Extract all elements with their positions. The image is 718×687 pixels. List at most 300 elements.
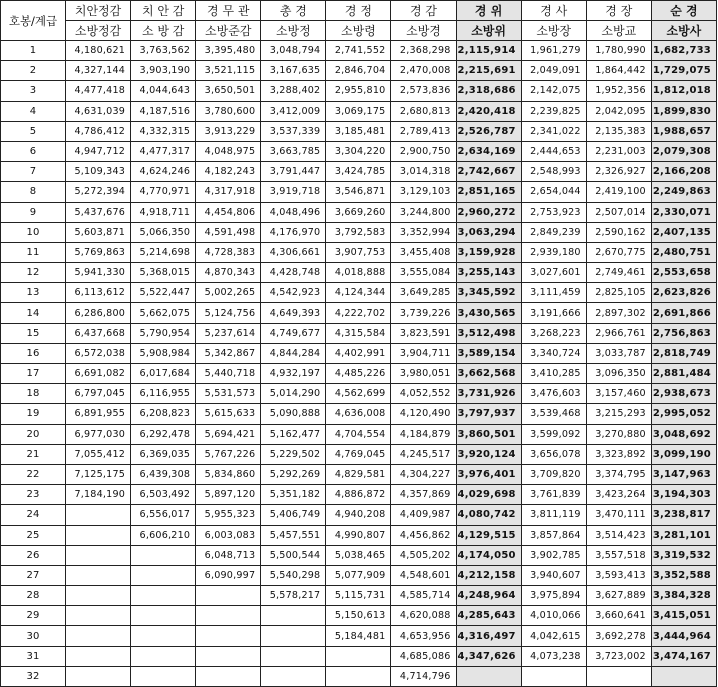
salary-cell: 2,142,075 xyxy=(521,81,586,101)
salary-cell: 4,212,158 xyxy=(456,565,521,585)
salary-cell: 5,578,217 xyxy=(261,586,326,606)
salary-cell: 3,352,588 xyxy=(651,565,716,585)
salary-cell: 2,330,071 xyxy=(651,202,716,222)
salary-cell: 3,268,223 xyxy=(521,323,586,343)
salary-cell: 4,332,315 xyxy=(131,121,196,141)
salary-cell xyxy=(651,666,716,686)
salary-cell xyxy=(131,666,196,686)
salary-cell: 4,728,383 xyxy=(196,242,261,262)
table-row xyxy=(1,323,717,343)
salary-cell: 3,191,666 xyxy=(521,303,586,323)
salary-cell: 5,406,749 xyxy=(261,505,326,525)
salary-cell: 3,913,229 xyxy=(196,121,261,141)
header-row-rank xyxy=(1,1,717,21)
salary-cell: 3,323,892 xyxy=(586,444,651,464)
step-cell: 25 xyxy=(1,525,66,545)
salary-cell: 6,891,955 xyxy=(66,404,131,424)
step-cell: 16 xyxy=(1,343,66,363)
table-row xyxy=(1,444,717,464)
salary-cell: 5,522,447 xyxy=(131,283,196,303)
salary-cell: 4,829,581 xyxy=(326,464,391,484)
salary-cell: 5,615,633 xyxy=(196,404,261,424)
salary-cell: 2,231,003 xyxy=(586,141,651,161)
step-cell: 22 xyxy=(1,464,66,484)
salary-cell: 4,248,964 xyxy=(456,586,521,606)
salary-cell: 5,272,394 xyxy=(66,182,131,202)
salary-cell: 5,184,481 xyxy=(326,626,391,646)
salary-cell: 2,042,095 xyxy=(586,101,651,121)
table-row xyxy=(1,222,717,242)
table-row xyxy=(1,162,717,182)
salary-cell: 3,384,328 xyxy=(651,586,716,606)
salary-cell: 4,029,698 xyxy=(456,485,521,505)
step-cell: 21 xyxy=(1,444,66,464)
salary-cell: 2,897,302 xyxy=(586,303,651,323)
salary-cell: 5,531,573 xyxy=(196,384,261,404)
salary-cell: 4,704,554 xyxy=(326,424,391,444)
salary-cell: 3,739,226 xyxy=(391,303,456,323)
step-cell: 8 xyxy=(1,182,66,202)
table-row xyxy=(1,626,717,646)
salary-cell xyxy=(196,606,261,626)
table-row xyxy=(1,424,717,444)
step-cell: 14 xyxy=(1,303,66,323)
salary-cell: 3,940,607 xyxy=(521,565,586,585)
salary-cell: 4,548,601 xyxy=(391,565,456,585)
salary-cell: 2,623,826 xyxy=(651,283,716,303)
salary-cell: 4,749,677 xyxy=(261,323,326,343)
salary-cell: 2,742,667 xyxy=(456,162,521,182)
salary-cell: 2,573,836 xyxy=(391,81,456,101)
salary-cell: 2,756,863 xyxy=(651,323,716,343)
salary-cell: 3,763,562 xyxy=(131,41,196,61)
salary-cell xyxy=(66,586,131,606)
salary-cell: 4,454,806 xyxy=(196,202,261,222)
salary-cell: 4,174,050 xyxy=(456,545,521,565)
salary-cell xyxy=(66,565,131,585)
salary-cell: 3,692,278 xyxy=(586,626,651,646)
step-cell: 12 xyxy=(1,263,66,283)
salary-cell: 1,780,990 xyxy=(586,41,651,61)
salary-cell: 4,182,243 xyxy=(196,162,261,182)
salary-cell: 2,741,552 xyxy=(326,41,391,61)
col-header-title: 경 위 xyxy=(456,1,521,21)
step-cell: 9 xyxy=(1,202,66,222)
salary-cell: 5,214,698 xyxy=(131,242,196,262)
salary-cell: 5,540,298 xyxy=(261,565,326,585)
salary-cell: 4,542,923 xyxy=(261,283,326,303)
salary-cell: 3,185,481 xyxy=(326,121,391,141)
salary-cell: 2,135,383 xyxy=(586,121,651,141)
salary-cell: 4,042,615 xyxy=(521,626,586,646)
salary-cell: 6,797,045 xyxy=(66,384,131,404)
salary-cell: 3,395,480 xyxy=(196,41,261,61)
salary-cell: 3,014,318 xyxy=(391,162,456,182)
salary-cell: 3,811,119 xyxy=(521,505,586,525)
salary-cell: 4,940,208 xyxy=(326,505,391,525)
salary-cell xyxy=(196,666,261,686)
salary-cell xyxy=(131,606,196,626)
salary-cell: 6,691,082 xyxy=(66,364,131,384)
salary-cell xyxy=(196,646,261,666)
table-row xyxy=(1,61,717,81)
salary-cell: 4,591,498 xyxy=(196,222,261,242)
step-cell: 27 xyxy=(1,565,66,585)
salary-cell: 3,410,285 xyxy=(521,364,586,384)
salary-cell: 4,245,517 xyxy=(391,444,456,464)
col-header-subtitle: 소방사 xyxy=(651,21,716,41)
table-row xyxy=(1,81,717,101)
salary-cell: 3,099,190 xyxy=(651,444,716,464)
salary-cell: 1,864,442 xyxy=(586,61,651,81)
salary-cell xyxy=(66,545,131,565)
salary-cell: 5,767,226 xyxy=(196,444,261,464)
salary-cell: 4,918,711 xyxy=(131,202,196,222)
salary-cell: 3,521,115 xyxy=(196,61,261,81)
table-row xyxy=(1,646,717,666)
salary-cell: 2,939,180 xyxy=(521,242,586,262)
salary-cell: 2,634,169 xyxy=(456,141,521,161)
salary-cell: 4,187,516 xyxy=(131,101,196,121)
salary-cell: 3,345,592 xyxy=(456,283,521,303)
salary-cell: 2,420,418 xyxy=(456,101,521,121)
salary-cell xyxy=(326,666,391,686)
salary-cell: 3,455,408 xyxy=(391,242,456,262)
salary-cell: 4,624,246 xyxy=(131,162,196,182)
salary-cell: 3,430,565 xyxy=(456,303,521,323)
salary-cell: 3,063,294 xyxy=(456,222,521,242)
salary-cell: 2,480,751 xyxy=(651,242,716,262)
salary-cell: 3,857,864 xyxy=(521,525,586,545)
salary-cell: 3,650,501 xyxy=(196,81,261,101)
salary-cell: 3,374,795 xyxy=(586,464,651,484)
salary-cell: 4,285,643 xyxy=(456,606,521,626)
salary-cell: 5,342,867 xyxy=(196,343,261,363)
salary-cell: 5,237,614 xyxy=(196,323,261,343)
salary-cell: 3,157,460 xyxy=(586,384,651,404)
salary-cell: 6,017,684 xyxy=(131,364,196,384)
salary-cell: 3,069,175 xyxy=(326,101,391,121)
salary-cell xyxy=(261,626,326,646)
salary-cell: 2,419,100 xyxy=(586,182,651,202)
col-header-title: 경 감 xyxy=(391,1,456,21)
salary-cell: 6,437,668 xyxy=(66,323,131,343)
salary-cell: 3,902,785 xyxy=(521,545,586,565)
salary-cell xyxy=(131,626,196,646)
step-cell: 17 xyxy=(1,364,66,384)
salary-cell: 4,947,712 xyxy=(66,141,131,161)
salary-cell: 3,514,423 xyxy=(586,525,651,545)
table-row xyxy=(1,606,717,626)
salary-cell: 3,555,084 xyxy=(391,263,456,283)
salary-cell xyxy=(456,666,521,686)
salary-cell: 4,347,626 xyxy=(456,646,521,666)
step-cell: 11 xyxy=(1,242,66,262)
table-row xyxy=(1,283,717,303)
salary-cell: 3,797,937 xyxy=(456,404,521,424)
salary-cell: 3,663,785 xyxy=(261,141,326,161)
salary-cell: 3,980,051 xyxy=(391,364,456,384)
salary-cell: 6,572,038 xyxy=(66,343,131,363)
salary-cell: 2,849,239 xyxy=(521,222,586,242)
salary-cell: 2,818,749 xyxy=(651,343,716,363)
col-header-subtitle: 소방경 xyxy=(391,21,456,41)
salary-cell: 3,731,926 xyxy=(456,384,521,404)
col-header-subtitle: 소방정감 xyxy=(66,21,131,41)
step-cell: 28 xyxy=(1,586,66,606)
step-cell: 7 xyxy=(1,162,66,182)
step-cell: 32 xyxy=(1,666,66,686)
salary-cell: 2,326,927 xyxy=(586,162,651,182)
salary-cell: 4,870,343 xyxy=(196,263,261,283)
col-header-subtitle: 소 방 감 xyxy=(131,21,196,41)
table-row xyxy=(1,182,717,202)
salary-cell: 1,988,657 xyxy=(651,121,716,141)
salary-cell: 7,055,412 xyxy=(66,444,131,464)
salary-cell: 4,485,226 xyxy=(326,364,391,384)
table-row xyxy=(1,202,717,222)
col-header-title: 총 경 xyxy=(261,1,326,21)
salary-cell: 4,990,807 xyxy=(326,525,391,545)
step-cell: 4 xyxy=(1,101,66,121)
salary-cell: 4,129,515 xyxy=(456,525,521,545)
step-cell: 5 xyxy=(1,121,66,141)
salary-cell: 4,477,317 xyxy=(131,141,196,161)
salary-cell: 3,709,820 xyxy=(521,464,586,484)
step-cell: 1 xyxy=(1,41,66,61)
salary-cell: 4,649,393 xyxy=(261,303,326,323)
salary-cell: 1,961,279 xyxy=(521,41,586,61)
salary-cell: 2,670,775 xyxy=(586,242,651,262)
salary-cell: 2,691,866 xyxy=(651,303,716,323)
table-row xyxy=(1,41,717,61)
salary-cell: 3,096,350 xyxy=(586,364,651,384)
salary-cell: 3,340,724 xyxy=(521,343,586,363)
salary-cell: 4,048,975 xyxy=(196,141,261,161)
salary-cell: 5,150,613 xyxy=(326,606,391,626)
salary-cell: 2,526,787 xyxy=(456,121,521,141)
salary-cell: 4,222,702 xyxy=(326,303,391,323)
step-cell: 31 xyxy=(1,646,66,666)
salary-cell: 4,653,956 xyxy=(391,626,456,646)
salary-cell: 3,627,889 xyxy=(586,586,651,606)
salary-cell: 6,369,035 xyxy=(131,444,196,464)
salary-cell xyxy=(196,586,261,606)
step-cell: 29 xyxy=(1,606,66,626)
salary-cell: 2,166,208 xyxy=(651,162,716,182)
table-row xyxy=(1,384,717,404)
salary-cell: 3,412,009 xyxy=(261,101,326,121)
table-row xyxy=(1,364,717,384)
salary-cell: 6,116,955 xyxy=(131,384,196,404)
salary-cell: 2,680,813 xyxy=(391,101,456,121)
salary-cell: 2,553,658 xyxy=(651,263,716,283)
salary-cell: 5,162,477 xyxy=(261,424,326,444)
salary-cell: 3,194,303 xyxy=(651,485,716,505)
step-cell: 30 xyxy=(1,626,66,646)
salary-cell: 5,014,290 xyxy=(261,384,326,404)
col-header-subtitle: 소방위 xyxy=(456,21,521,41)
salary-cell: 3,159,928 xyxy=(456,242,521,262)
salary-cell: 2,548,993 xyxy=(521,162,586,182)
salary-cell: 3,444,964 xyxy=(651,626,716,646)
salary-cell: 4,316,497 xyxy=(456,626,521,646)
salary-cell xyxy=(66,626,131,646)
salary-cell: 2,753,923 xyxy=(521,202,586,222)
salary-cell: 2,368,298 xyxy=(391,41,456,61)
salary-cell xyxy=(131,586,196,606)
salary-cell: 1,729,075 xyxy=(651,61,716,81)
salary-cell: 3,919,718 xyxy=(261,182,326,202)
salary-cell: 6,977,030 xyxy=(66,424,131,444)
salary-cell: 4,886,872 xyxy=(326,485,391,505)
salary-cell: 1,952,356 xyxy=(586,81,651,101)
table-row xyxy=(1,101,717,121)
salary-cell: 4,786,412 xyxy=(66,121,131,141)
salary-cell: 6,090,997 xyxy=(196,565,261,585)
salary-cell xyxy=(131,545,196,565)
salary-cell: 3,903,190 xyxy=(131,61,196,81)
salary-cell: 4,052,552 xyxy=(391,384,456,404)
salary-cell: 3,167,635 xyxy=(261,61,326,81)
salary-cell: 4,620,088 xyxy=(391,606,456,626)
salary-cell: 5,124,756 xyxy=(196,303,261,323)
salary-cell: 3,270,880 xyxy=(586,424,651,444)
col-header-title: 순 경 xyxy=(651,1,716,21)
col-header-title: 경 무 관 xyxy=(196,1,261,21)
salary-cell: 2,444,653 xyxy=(521,141,586,161)
salary-cell: 2,215,691 xyxy=(456,61,521,81)
salary-cell: 5,368,015 xyxy=(131,263,196,283)
salary-cell: 3,669,260 xyxy=(326,202,391,222)
header-row-fire-rank xyxy=(1,21,717,41)
salary-cell: 4,409,987 xyxy=(391,505,456,525)
col-header-title: 경 장 xyxy=(586,1,651,21)
salary-cell: 3,546,871 xyxy=(326,182,391,202)
salary-cell: 3,975,894 xyxy=(521,586,586,606)
salary-cell: 5,229,502 xyxy=(261,444,326,464)
salary-cell xyxy=(261,646,326,666)
table-row xyxy=(1,121,717,141)
salary-cell: 3,319,532 xyxy=(651,545,716,565)
salary-cell xyxy=(66,666,131,686)
salary-cell: 2,590,162 xyxy=(586,222,651,242)
salary-cell: 6,606,210 xyxy=(131,525,196,545)
salary-cell: 6,208,823 xyxy=(131,404,196,424)
table-row xyxy=(1,525,717,545)
salary-cell: 6,503,492 xyxy=(131,485,196,505)
salary-cell: 5,038,465 xyxy=(326,545,391,565)
table-row xyxy=(1,545,717,565)
salary-cell: 5,115,731 xyxy=(326,586,391,606)
salary-cell: 3,244,800 xyxy=(391,202,456,222)
salary-cell: 4,044,643 xyxy=(131,81,196,101)
salary-cell: 4,048,496 xyxy=(261,202,326,222)
salary-cell: 4,180,621 xyxy=(66,41,131,61)
step-cell: 15 xyxy=(1,323,66,343)
salary-cell: 2,239,825 xyxy=(521,101,586,121)
table-row xyxy=(1,404,717,424)
salary-cell: 2,900,750 xyxy=(391,141,456,161)
salary-cell: 2,507,014 xyxy=(586,202,651,222)
salary-cell: 2,995,052 xyxy=(651,404,716,424)
step-cell: 23 xyxy=(1,485,66,505)
salary-cell xyxy=(586,666,651,686)
salary-cell: 4,636,008 xyxy=(326,404,391,424)
salary-cell: 6,556,017 xyxy=(131,505,196,525)
salary-cell: 3,304,220 xyxy=(326,141,391,161)
step-cell: 19 xyxy=(1,404,66,424)
salary-cell: 5,790,954 xyxy=(131,323,196,343)
salary-cell: 3,599,092 xyxy=(521,424,586,444)
salary-cell: 2,825,105 xyxy=(586,283,651,303)
salary-cell: 4,018,888 xyxy=(326,263,391,283)
salary-cell: 7,125,175 xyxy=(66,464,131,484)
step-cell: 10 xyxy=(1,222,66,242)
salary-cell: 3,761,839 xyxy=(521,485,586,505)
salary-cell: 5,834,860 xyxy=(196,464,261,484)
salary-cell: 2,049,091 xyxy=(521,61,586,81)
salary-cell: 2,960,272 xyxy=(456,202,521,222)
salary-cell: 4,304,227 xyxy=(391,464,456,484)
salary-cell: 3,537,339 xyxy=(261,121,326,141)
salary-cell: 3,238,817 xyxy=(651,505,716,525)
step-cell: 26 xyxy=(1,545,66,565)
salary-cell: 3,904,711 xyxy=(391,343,456,363)
salary-cell: 4,932,197 xyxy=(261,364,326,384)
salary-cell: 5,440,718 xyxy=(196,364,261,384)
table-row xyxy=(1,666,717,686)
table-row xyxy=(1,141,717,161)
table-row xyxy=(1,565,717,585)
salary-cell: 3,048,692 xyxy=(651,424,716,444)
salary-cell: 2,966,761 xyxy=(586,323,651,343)
salary-cell: 3,920,124 xyxy=(456,444,521,464)
col-header-subtitle: 소방장 xyxy=(521,21,586,41)
salary-cell: 3,976,401 xyxy=(456,464,521,484)
salary-cell: 3,589,154 xyxy=(456,343,521,363)
salary-cell: 3,111,459 xyxy=(521,283,586,303)
salary-cell: 4,769,045 xyxy=(326,444,391,464)
salary-cell: 3,129,103 xyxy=(391,182,456,202)
salary-cell: 4,685,086 xyxy=(391,646,456,666)
salary-cell: 3,281,101 xyxy=(651,525,716,545)
salary-cell: 4,073,238 xyxy=(521,646,586,666)
salary-cell: 7,184,190 xyxy=(66,485,131,505)
salary-cell: 5,694,421 xyxy=(196,424,261,444)
table-row xyxy=(1,263,717,283)
step-cell: 6 xyxy=(1,141,66,161)
salary-cell: 4,080,742 xyxy=(456,505,521,525)
salary-cell xyxy=(261,666,326,686)
salary-cell: 3,780,600 xyxy=(196,101,261,121)
salary-cell: 2,341,022 xyxy=(521,121,586,141)
salary-cell: 5,457,551 xyxy=(261,525,326,545)
salary-cell: 6,286,800 xyxy=(66,303,131,323)
salary-cell: 5,109,343 xyxy=(66,162,131,182)
salary-cell: 3,147,963 xyxy=(651,464,716,484)
salary-cell: 2,955,810 xyxy=(326,81,391,101)
salary-cell: 5,769,863 xyxy=(66,242,131,262)
salary-cell: 5,090,888 xyxy=(261,404,326,424)
salary-cell: 3,048,794 xyxy=(261,41,326,61)
table-row xyxy=(1,505,717,525)
salary-cell: 4,010,066 xyxy=(521,606,586,626)
step-cell: 2 xyxy=(1,61,66,81)
salary-cell: 5,897,120 xyxy=(196,485,261,505)
table-row xyxy=(1,464,717,484)
salary-cell: 3,539,468 xyxy=(521,404,586,424)
